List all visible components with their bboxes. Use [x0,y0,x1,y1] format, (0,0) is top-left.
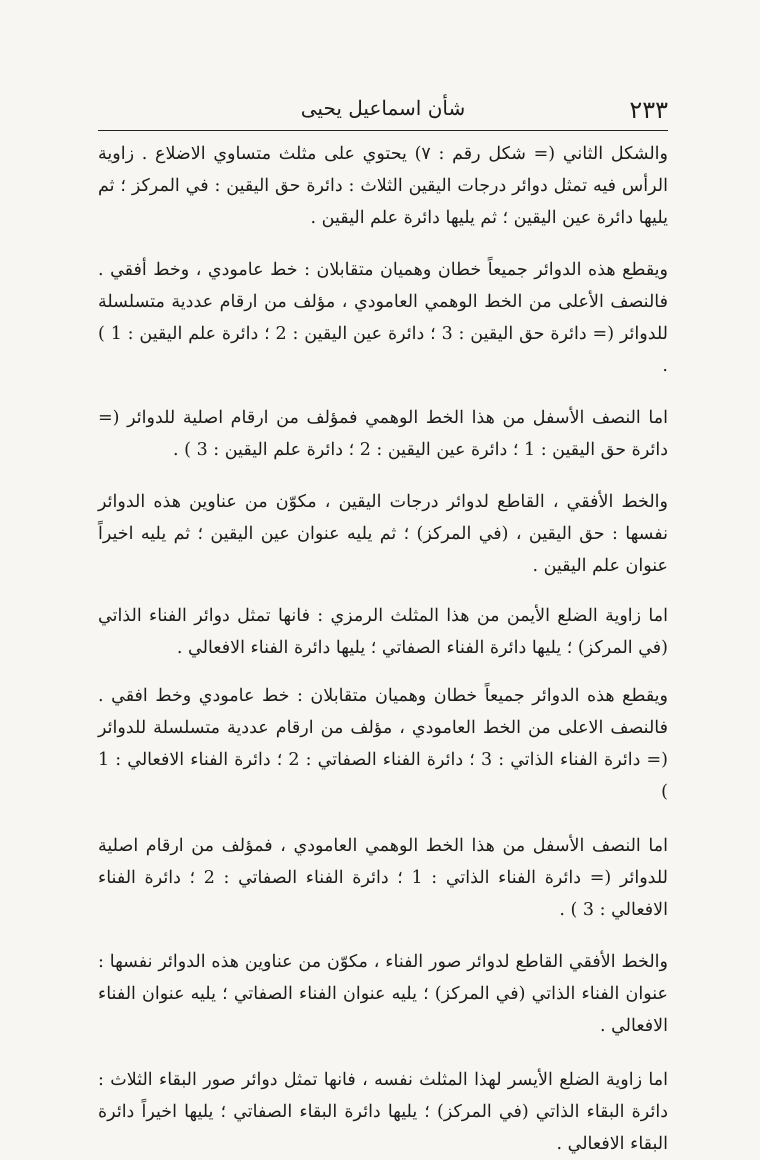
paragraph: اما زاوية الضلع الأيسر لهذا المثلث نفسه ، فانها تمثل دوائر صور البقاء الثلاث : دائرة البقاء الذاتي (في المركز) ؛ يليها دائرة البقاء الصفاتي ؛ يليها اخيراً دائرة البقاء الافعالي . [98,1070,668,1154]
page-body [98,138,668,1160]
paragraph: اما زاوية الضلع الأيمن من هذا المثلث الرمزي : فانها تمثل دوائر الفناء الذاتي (في المركز) ؛ يليها دائرة الفناء الصفاتي ؛ يليها دائرة الفناء الافعالي . [98,606,668,658]
paragraph: اما النصف الأسفل من هذا الخط الوهمي العامودي ، فمؤلف من ارقام اصلية للدوائر (= دائرة الفناء الذاتي : 1 ؛ دائرة الفناء الصفاتي : 2 ؛ دائرة الفناء الافعالي : 3 ) . [98,836,668,920]
paragraph: والشكل الثاني (= شكل رقم : ٧) يحتوي على مثلث متساوي الاضلاع . زاوية الرأس فيه تمثل دوائر درجات اليقين الثلاث : دائرة حق اليقين : في المركز ؛ ثم يليها دائرة عين اليقين ؛ ثم يليها دائرة علم اليقين . [98,144,668,228]
paragraph: ويقطع هذه الدوائر جميعاً خطان وهميان متقابلان : خط عامودي وخط افقي . فالنصف الاعلى من الخط العامودي ، مؤلف من ارقام عددية متسلسلة للدوائر (= دائرة الفناء الذاتي : 3 ؛ دائرة الفناء الصفاتي : 2 ؛ دائرة الفناء الافعالي : 1 ) [98,686,668,802]
header-rule [98,130,668,131]
running-title: شأن اسماعيل يحيى [300,96,466,120]
page-number: ٢٣٣ [629,96,668,124]
paragraph: والخط الأفقي ، القاطع لدوائر درجات اليقين ، مكوّن من عناوين هذه الدوائر نفسها : حق اليقين ، (في المركز) ؛ ثم يليه عنوان عين اليقين ؛ ثم يليه اخيراً عنوان علم اليقين . [98,492,668,576]
page-header [98,92,668,132]
paragraph: والخط الأفقي القاطع لدوائر صور الفناء ، مكوّن من عناوين هذه الدوائر نفسها : عنوان الفناء الذاتي (في المركز) ؛ يليه عنوان الفناء الصفاتي ؛ يليه عنوان الفناء الافعالي . [98,952,668,1036]
paragraph: اما النصف الأسفل من هذا الخط الوهمي فمؤلف من ارقام اصلية للدوائر (= دائرة حق اليقين : 1 ؛ دائرة عين اليقين : 2 ؛ دائرة علم اليقين : 3 ) . [98,408,668,460]
paragraph: ويقطع هذه الدوائر جميعاً خطان وهميان متقابلان : خط عامودي ، وخط أفقي . فالنصف الأعلى من الخط الوهمي العامودي ، مؤلف من ارقام عددية متسلسلة للدوائر (= دائرة حق اليقين : 3 ؛ دائرة عين اليقين : 2 ؛ دائرة علم اليقين : 1 ) . [98,260,669,376]
